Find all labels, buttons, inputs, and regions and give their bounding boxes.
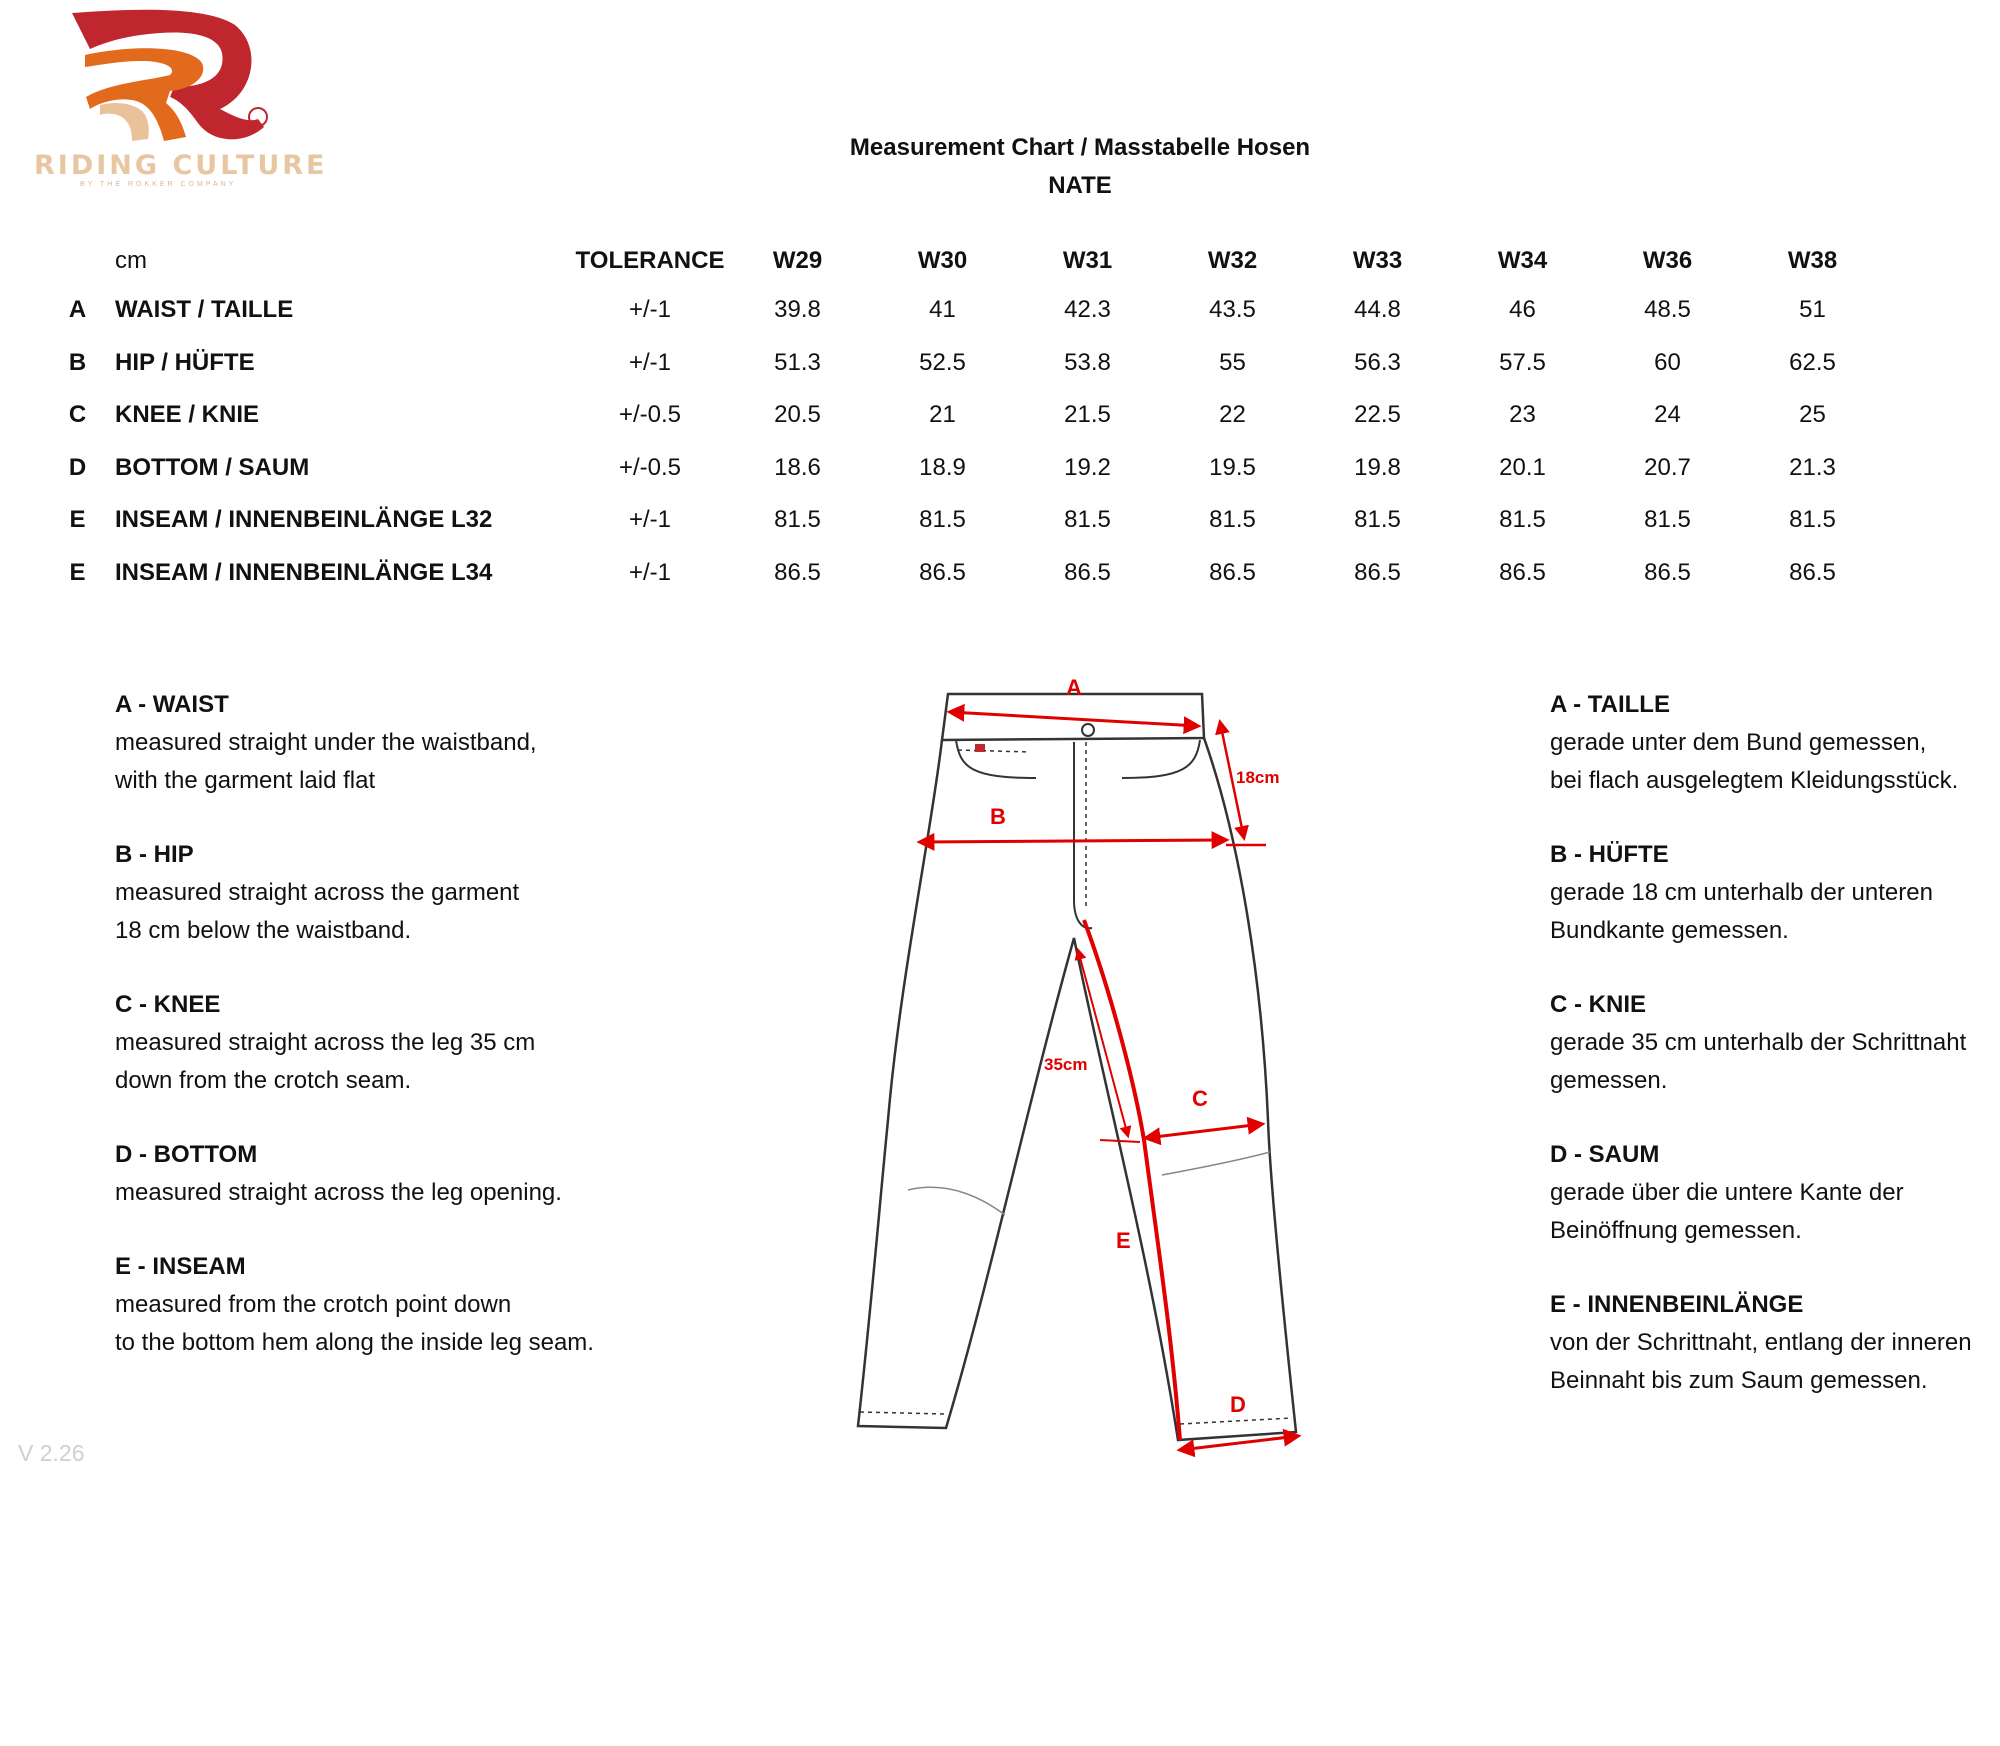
description-line: Bundkante gemessen.	[1550, 917, 1789, 944]
description-line: gemessen.	[1550, 1067, 1668, 1094]
table-cell: 86.5	[1064, 558, 1111, 586]
table-cell: 52.5	[919, 348, 966, 376]
row-label: BOTTOM / SAUM	[115, 453, 310, 481]
table-cell: 42.3	[1064, 296, 1111, 324]
table-cell: 53.8	[1064, 348, 1111, 376]
table-cell: 86.5	[774, 558, 821, 586]
table-cell: 22	[1219, 401, 1246, 429]
label-e: E	[1116, 1228, 1131, 1253]
table-cell: 81.5	[1209, 506, 1256, 534]
description-line: down from the crotch seam.	[115, 1067, 412, 1094]
knee-arrow	[1146, 1124, 1262, 1138]
table-cell: 19.2	[1064, 453, 1111, 481]
row-code: C	[68, 401, 87, 429]
table-cell: 23	[1509, 401, 1536, 429]
table-cell: 81.5	[1064, 506, 1111, 534]
model-name: NATE	[1048, 172, 1112, 199]
header-size: W33	[1352, 247, 1403, 274]
row-tolerance: +/-1	[628, 348, 672, 376]
description-line: measured straight across the garment	[115, 879, 520, 906]
table-cell: 56.3	[1354, 348, 1401, 376]
row-tolerance: +/-1	[628, 296, 672, 324]
table-cell: 46	[1509, 296, 1536, 324]
page-title: Measurement Chart / Masstabelle Hosen	[849, 134, 1311, 161]
row-code: D	[68, 453, 87, 481]
row-tolerance: +/-0.5	[618, 401, 682, 429]
table-cell: 18.9	[919, 453, 966, 481]
table-cell: 86.5	[1499, 558, 1546, 586]
table-cell: 62.5	[1789, 348, 1836, 376]
description-title: C - KNIE	[1550, 991, 1646, 1018]
description-line: von der Schrittnaht, entlang der inneren	[1550, 1329, 1972, 1356]
row-label: HIP / HÜFTE	[115, 348, 255, 376]
table-cell: 19.8	[1354, 453, 1401, 481]
description-title: A - WAIST	[115, 691, 229, 718]
table-cell: 51	[1799, 296, 1826, 324]
row-code: E	[69, 558, 86, 586]
table-cell: 21.5	[1064, 401, 1111, 429]
row-tolerance: +/-1	[628, 558, 672, 586]
description-title: B - HIP	[115, 841, 194, 868]
table-cell: 86.5	[919, 558, 966, 586]
table-cell: 41	[929, 296, 956, 324]
table-cell: 86.5	[1644, 558, 1691, 586]
description-title: A - TAILLE	[1550, 691, 1670, 718]
header-size: W29	[772, 247, 823, 274]
table-cell: 24	[1654, 401, 1681, 429]
row-tolerance: +/-0.5	[618, 453, 682, 481]
table-cell: 81.5	[919, 506, 966, 534]
waist-arrow	[950, 712, 1198, 726]
label-18cm: 18cm	[1236, 768, 1280, 787]
table-cell: 81.5	[1499, 506, 1546, 534]
header-size: W30	[917, 247, 968, 274]
brand-tagline: BY THE ROKKER COMPANY	[80, 181, 237, 188]
description-line: measured straight under the waistband,	[115, 729, 537, 756]
header-size: W32	[1207, 247, 1258, 274]
description-title: E - INSEAM	[115, 1253, 246, 1280]
hip-arrow	[920, 840, 1226, 842]
row-code: B	[68, 348, 87, 376]
description-line: bei flach ausgelegtem Kleidungsstück.	[1550, 767, 1959, 794]
row-label: KNEE / KNIE	[115, 401, 260, 429]
table-cell: 20.5	[774, 401, 821, 429]
description-line: gerade 35 cm unterhalb der Schrittnaht	[1550, 1029, 1967, 1056]
description-title: C - KNEE	[115, 991, 221, 1018]
table-cell: 39.8	[774, 296, 821, 324]
dim-35cm-extension	[1100, 1140, 1140, 1142]
table-cell: 21	[929, 401, 956, 429]
pocket-tag-icon	[975, 744, 985, 752]
header-size: W31	[1062, 247, 1113, 274]
table-cell: 86.5	[1354, 558, 1401, 586]
table-cell: 81.5	[1354, 506, 1401, 534]
description-line: gerade 18 cm unterhalb der unteren	[1550, 879, 1933, 906]
description-line: with the garment laid flat	[115, 767, 376, 794]
table-cell: 25	[1799, 401, 1826, 429]
table-cell: 43.5	[1209, 296, 1256, 324]
table-cell: 18.6	[774, 453, 821, 481]
label-a: A	[1066, 675, 1082, 700]
label-c: C	[1192, 1086, 1208, 1111]
header-unit: cm	[115, 247, 147, 274]
description-line: measured straight across the leg 35 cm	[115, 1029, 536, 1056]
description-line: Beinnaht bis zum Saum gemessen.	[1550, 1367, 1928, 1394]
description-line: measured straight across the leg opening.	[115, 1179, 562, 1206]
description-line: to the bottom hem along the inside leg seam.	[115, 1329, 594, 1356]
header-size: W38	[1787, 247, 1838, 274]
row-code: E	[69, 506, 86, 534]
button-icon	[1082, 724, 1094, 736]
table-cell: 81.5	[1644, 506, 1691, 534]
label-35cm: 35cm	[1044, 1055, 1088, 1074]
table-cell: 55	[1219, 348, 1246, 376]
table-cell: 21.3	[1789, 453, 1836, 481]
description-title: E - INNENBEINLÄNGE	[1550, 1291, 1804, 1318]
table-cell: 57.5	[1499, 348, 1546, 376]
description-line: measured from the crotch point down	[115, 1291, 512, 1318]
table-cell: 86.5	[1789, 558, 1836, 586]
header-tolerance: TOLERANCE	[575, 247, 725, 274]
table-cell: 60	[1654, 348, 1681, 376]
table-cell: 86.5	[1209, 558, 1256, 586]
description-title: D - BOTTOM	[115, 1141, 258, 1168]
version-label: V 2.26	[18, 1440, 85, 1466]
table-cell: 81.5	[1789, 506, 1836, 534]
label-b: B	[990, 804, 1006, 829]
brand-name: RIDING CULTURE	[34, 150, 328, 181]
header-size: W36	[1642, 247, 1693, 274]
table-cell: 44.8	[1354, 296, 1401, 324]
label-d: D	[1230, 1392, 1246, 1417]
header-size: W34	[1497, 247, 1548, 274]
row-tolerance: +/-1	[628, 506, 672, 534]
table-cell: 51.3	[774, 348, 821, 376]
table-cell: 20.7	[1644, 453, 1691, 481]
row-label: WAIST / TAILLE	[115, 296, 294, 324]
description-line: 18 cm below the waistband.	[115, 917, 412, 944]
table-cell: 19.5	[1209, 453, 1256, 481]
description-line: gerade unter dem Bund gemessen,	[1550, 729, 1927, 756]
table-cell: 22.5	[1354, 401, 1401, 429]
description-title: D - SAUM	[1550, 1141, 1660, 1168]
table-cell: 81.5	[774, 506, 821, 534]
description-line: gerade über die untere Kante der	[1550, 1179, 1904, 1206]
row-label: INSEAM / INNENBEINLÄNGE L32	[115, 506, 493, 534]
row-code: A	[68, 296, 87, 324]
description-line: Beinöffnung gemessen.	[1550, 1217, 1802, 1244]
table-cell: 20.1	[1499, 453, 1546, 481]
table-cell: 48.5	[1644, 296, 1691, 324]
description-title: B - HÜFTE	[1550, 841, 1669, 868]
row-label: INSEAM / INNENBEINLÄNGE L34	[115, 558, 493, 586]
